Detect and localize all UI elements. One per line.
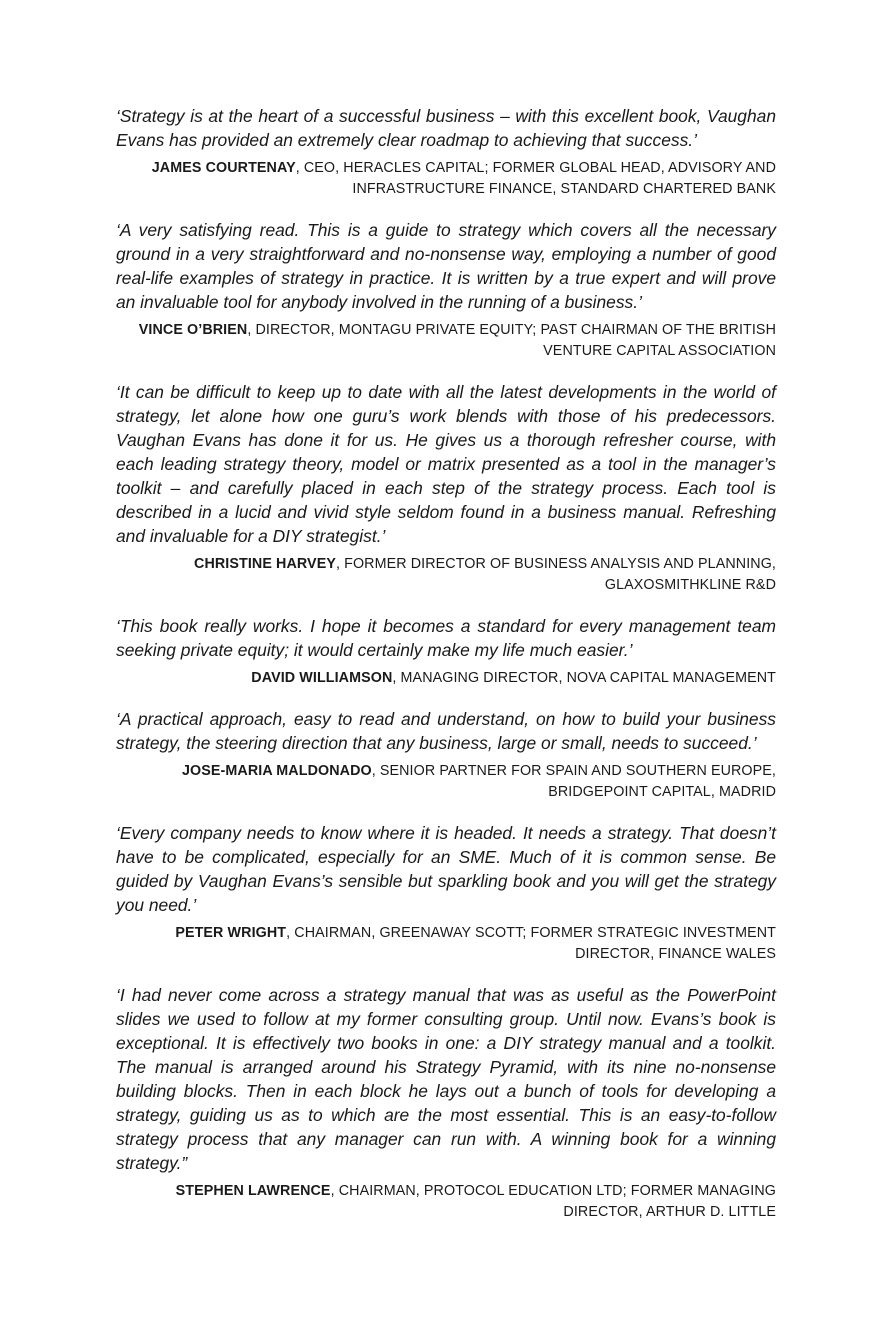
endorsement-attribution	[116, 554, 776, 596]
endorsement-quote: ‘This book really works. I hope it becomes a standard for every management team seeking private equity; it would certainly make my life much easier.’	[116, 616, 776, 660]
endorser-name: JOSE-MARIA MALDONADO	[182, 763, 372, 779]
endorsement-attribution	[116, 923, 776, 965]
endorsement-quote: ‘A very satisfying read. This is a guide to strategy which covers all the necessary ground in a very straightforward and no-nonsense way, employing a number of good real-life examples of strategy in practice. It is written by a true expert and will prove an invaluable tool for anybody involved in the running of a business.’	[116, 220, 776, 312]
endorser-name: STEPHEN LAWRENCE	[175, 1183, 331, 1199]
endorsement-6	[116, 821, 776, 965]
endorsement-2	[116, 218, 776, 362]
endorsement-attribution	[116, 668, 776, 689]
endorser-title: , FORMER DIRECTOR OF BUSINESS ANALYSIS AND PLANNING, GLAXOSMITHKLINE R&D	[335, 556, 776, 593]
endorsement-quote: ‘It can be difficult to keep up to date with all the latest developments in the world of strategy, let alone how one guru’s work blends with those of his predecessors. Vaughan Evans has done it for us. He gives us a thorough refresher course, with each leading strategy theory, model or matrix presented as a tool in the manager’s toolkit – and carefully placed in each step of the strategy process. Each tool is described in a lucid and vivid style seldom found in a business manual. Refreshing and invaluable for a DIY strategist.’	[116, 382, 776, 546]
endorsements-page	[116, 104, 776, 1241]
endorser-name: VINCE O’BRIEN	[138, 322, 248, 338]
endorsement-attribution	[116, 158, 776, 200]
endorsement-attribution	[116, 320, 776, 362]
endorser-name: CHRISTINE HARVEY	[194, 556, 336, 572]
endorser-name: PETER WRIGHT	[175, 925, 287, 941]
endorser-title: , CHAIRMAN, GREENAWAY SCOTT; FORMER STRATEGIC INVESTMENT DIRECTOR, FINANCE WALES	[286, 925, 776, 962]
endorser-name: JAMES COURTENAY	[151, 160, 296, 176]
endorsement-3	[116, 380, 776, 596]
endorser-title: , MANAGING DIRECTOR, NOVA CAPITAL MANAGEMENT	[392, 670, 776, 686]
endorsement-7	[116, 983, 776, 1223]
endorser-title: , CHAIRMAN, PROTOCOL EDUCATION LTD; FORMER MANAGING DIRECTOR, ARTHUR D. LITTLE	[330, 1183, 776, 1220]
endorsement-quote: ‘Strategy is at the heart of a successful business – with this excellent book, Vaughan Evans has provided an extremely clear roadmap to achieving that success.’	[116, 106, 776, 150]
endorsement-quote: ‘Every company needs to know where it is headed. It needs a strategy. That doesn’t have to be complicated, especially for an SME. Much of it is common sense. Be guided by Vaughan Evans’s sensible but sparkling book and you will get the strategy you need.’	[116, 823, 776, 915]
endorser-title: , DIRECTOR, MONTAGU PRIVATE EQUITY; PAST CHAIRMAN OF THE BRITISH VENTURE CAPITAL ASSOCIATION	[247, 322, 776, 359]
endorsement-attribution	[116, 761, 776, 803]
endorsement-attribution	[116, 1181, 776, 1223]
endorsement-5	[116, 707, 776, 803]
endorsement-quote: ‘I had never come across a strategy manual that was as useful as the PowerPoint slides we used to follow at my former consulting group. Until now. Evans’s book is exceptional. It is effectively two books in one: a DIY strategy manual and a toolkit. The manual is arranged around his Strategy Pyramid, with its nine no-nonsense building blocks. Then in each block he lays out a bunch of tools for developing a strategy, guiding us as to which are the most essential. This is an easy-to-follow strategy process that any manager can run with. A winning book for a winning strategy.”	[116, 985, 776, 1173]
endorsement-quote: ‘A practical approach, easy to read and understand, on how to build your business strategy, the steering direction that any business, large or small, needs to succeed.’	[116, 709, 776, 753]
endorser-name: DAVID WILLIAMSON	[251, 670, 393, 686]
endorsement-1	[116, 104, 776, 200]
endorsement-4	[116, 614, 776, 689]
endorser-title: , CEO, HERACLES CAPITAL; FORMER GLOBAL HEAD, ADVISORY AND INFRASTRUCTURE FINANCE, STANDARD CHARTERED BANK	[295, 160, 776, 197]
endorser-title: , SENIOR PARTNER FOR SPAIN AND SOUTHERN EUROPE, BRIDGEPOINT CAPITAL, MADRID	[371, 763, 776, 800]
